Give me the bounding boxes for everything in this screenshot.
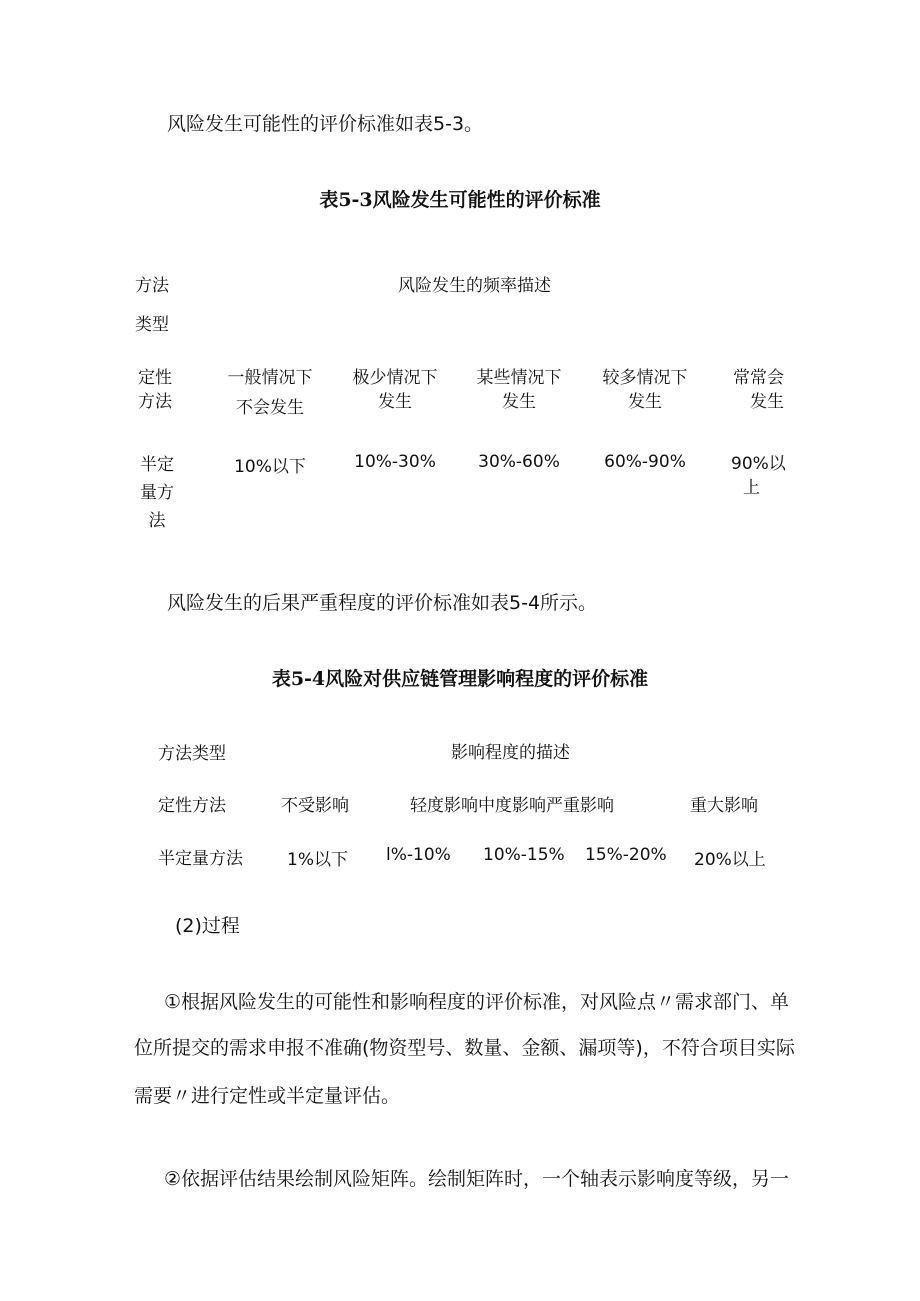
paragraph-line: 位所提交的需求申报不准确(物资型号、数量、金额、漏项等)，不符合项目实际 — [134, 1037, 795, 1059]
method-type-header-line2: 类型 — [135, 315, 169, 335]
qualitative-label-line1: 定性 — [138, 368, 172, 388]
table-cell — [459, 366, 579, 414]
cell-line: 一般情况下 — [227, 368, 313, 388]
table-cell: 15%-20% — [585, 845, 667, 865]
section-heading: (2)过程 — [175, 915, 240, 937]
paragraph-line: ①根据风险发生的可能性和影响程度的评价标准，对风险点〃需求部门、单 — [164, 991, 790, 1013]
frequency-description-header: 风险发生的频率描述 — [398, 276, 551, 296]
table-cell — [335, 366, 455, 414]
semi-quantitative-method-label: 半定量方法 — [158, 849, 243, 869]
semi-label-line1: 半定 — [140, 455, 174, 475]
table-cell: l%-10% — [386, 845, 451, 865]
impact-description-header: 影响程度的描述 — [451, 743, 570, 763]
method-type-header: 方法类型 — [158, 744, 226, 764]
table-cell: 重大影响 — [690, 796, 758, 816]
table-cell: 1%以下 — [287, 850, 348, 870]
table-5-3-caption: 表5-3风险发生可能性的评价标准 — [319, 189, 601, 211]
cell-line: 不会发生 — [236, 398, 304, 418]
table-cell: 10%-30% — [354, 452, 436, 472]
table-cell: 20%以上 — [694, 850, 766, 870]
table-cell — [726, 366, 784, 414]
intro-paragraph-5-3: 风险发生可能性的评价标准如表5-3。 — [167, 113, 484, 135]
cell-line: 上 — [743, 478, 760, 498]
paragraph-line: 需要〃进行定性或半定量评估。 — [134, 1085, 401, 1107]
cell-line: 发生 — [750, 392, 784, 412]
table-cell — [210, 366, 330, 420]
table-cell: 10%以下 — [234, 457, 306, 477]
semi-label-line2: 量方 — [140, 483, 174, 503]
table-cell: 60%-90% — [604, 452, 686, 472]
table-cell — [585, 366, 705, 414]
table-cell — [731, 452, 786, 500]
method-type-header-line1: 方法 — [135, 276, 169, 296]
cell-line: 某些情况下 — [476, 368, 562, 388]
cell-line: 常常会 — [733, 368, 784, 388]
semi-quantitative-method-label — [135, 451, 179, 535]
cell-line: 90%以 — [731, 454, 786, 474]
intro-paragraph-5-4: 风险发生的后果严重程度的评价标准如表5-4所示。 — [167, 592, 598, 614]
cell-line: 较多情况下 — [602, 368, 688, 388]
cell-line: 极少情况下 — [352, 368, 438, 388]
qualitative-label-line2: 方法 — [138, 392, 172, 412]
table-cell: 不受影响 — [281, 796, 349, 816]
semi-label-line3: 法 — [148, 511, 166, 531]
cell-line: 发生 — [378, 392, 412, 412]
qualitative-method-label — [138, 366, 172, 414]
table-cell: 30%-60% — [478, 452, 560, 472]
table-cell: 轻度影响中度影响严重影响 — [410, 796, 614, 816]
table-cell: 10%-15% — [483, 845, 565, 865]
cell-line: 发生 — [502, 392, 536, 412]
cell-line: 发生 — [628, 392, 662, 412]
step-2-paragraph: ②依据评估结果绘制风险矩阵。绘制矩阵时，一个轴表示影响度等级，另一 — [164, 1168, 790, 1190]
table-5-4-caption: 表5-4风险对供应链管理影响程度的评价标准 — [271, 668, 649, 690]
qualitative-method-label: 定性方法 — [158, 796, 226, 816]
